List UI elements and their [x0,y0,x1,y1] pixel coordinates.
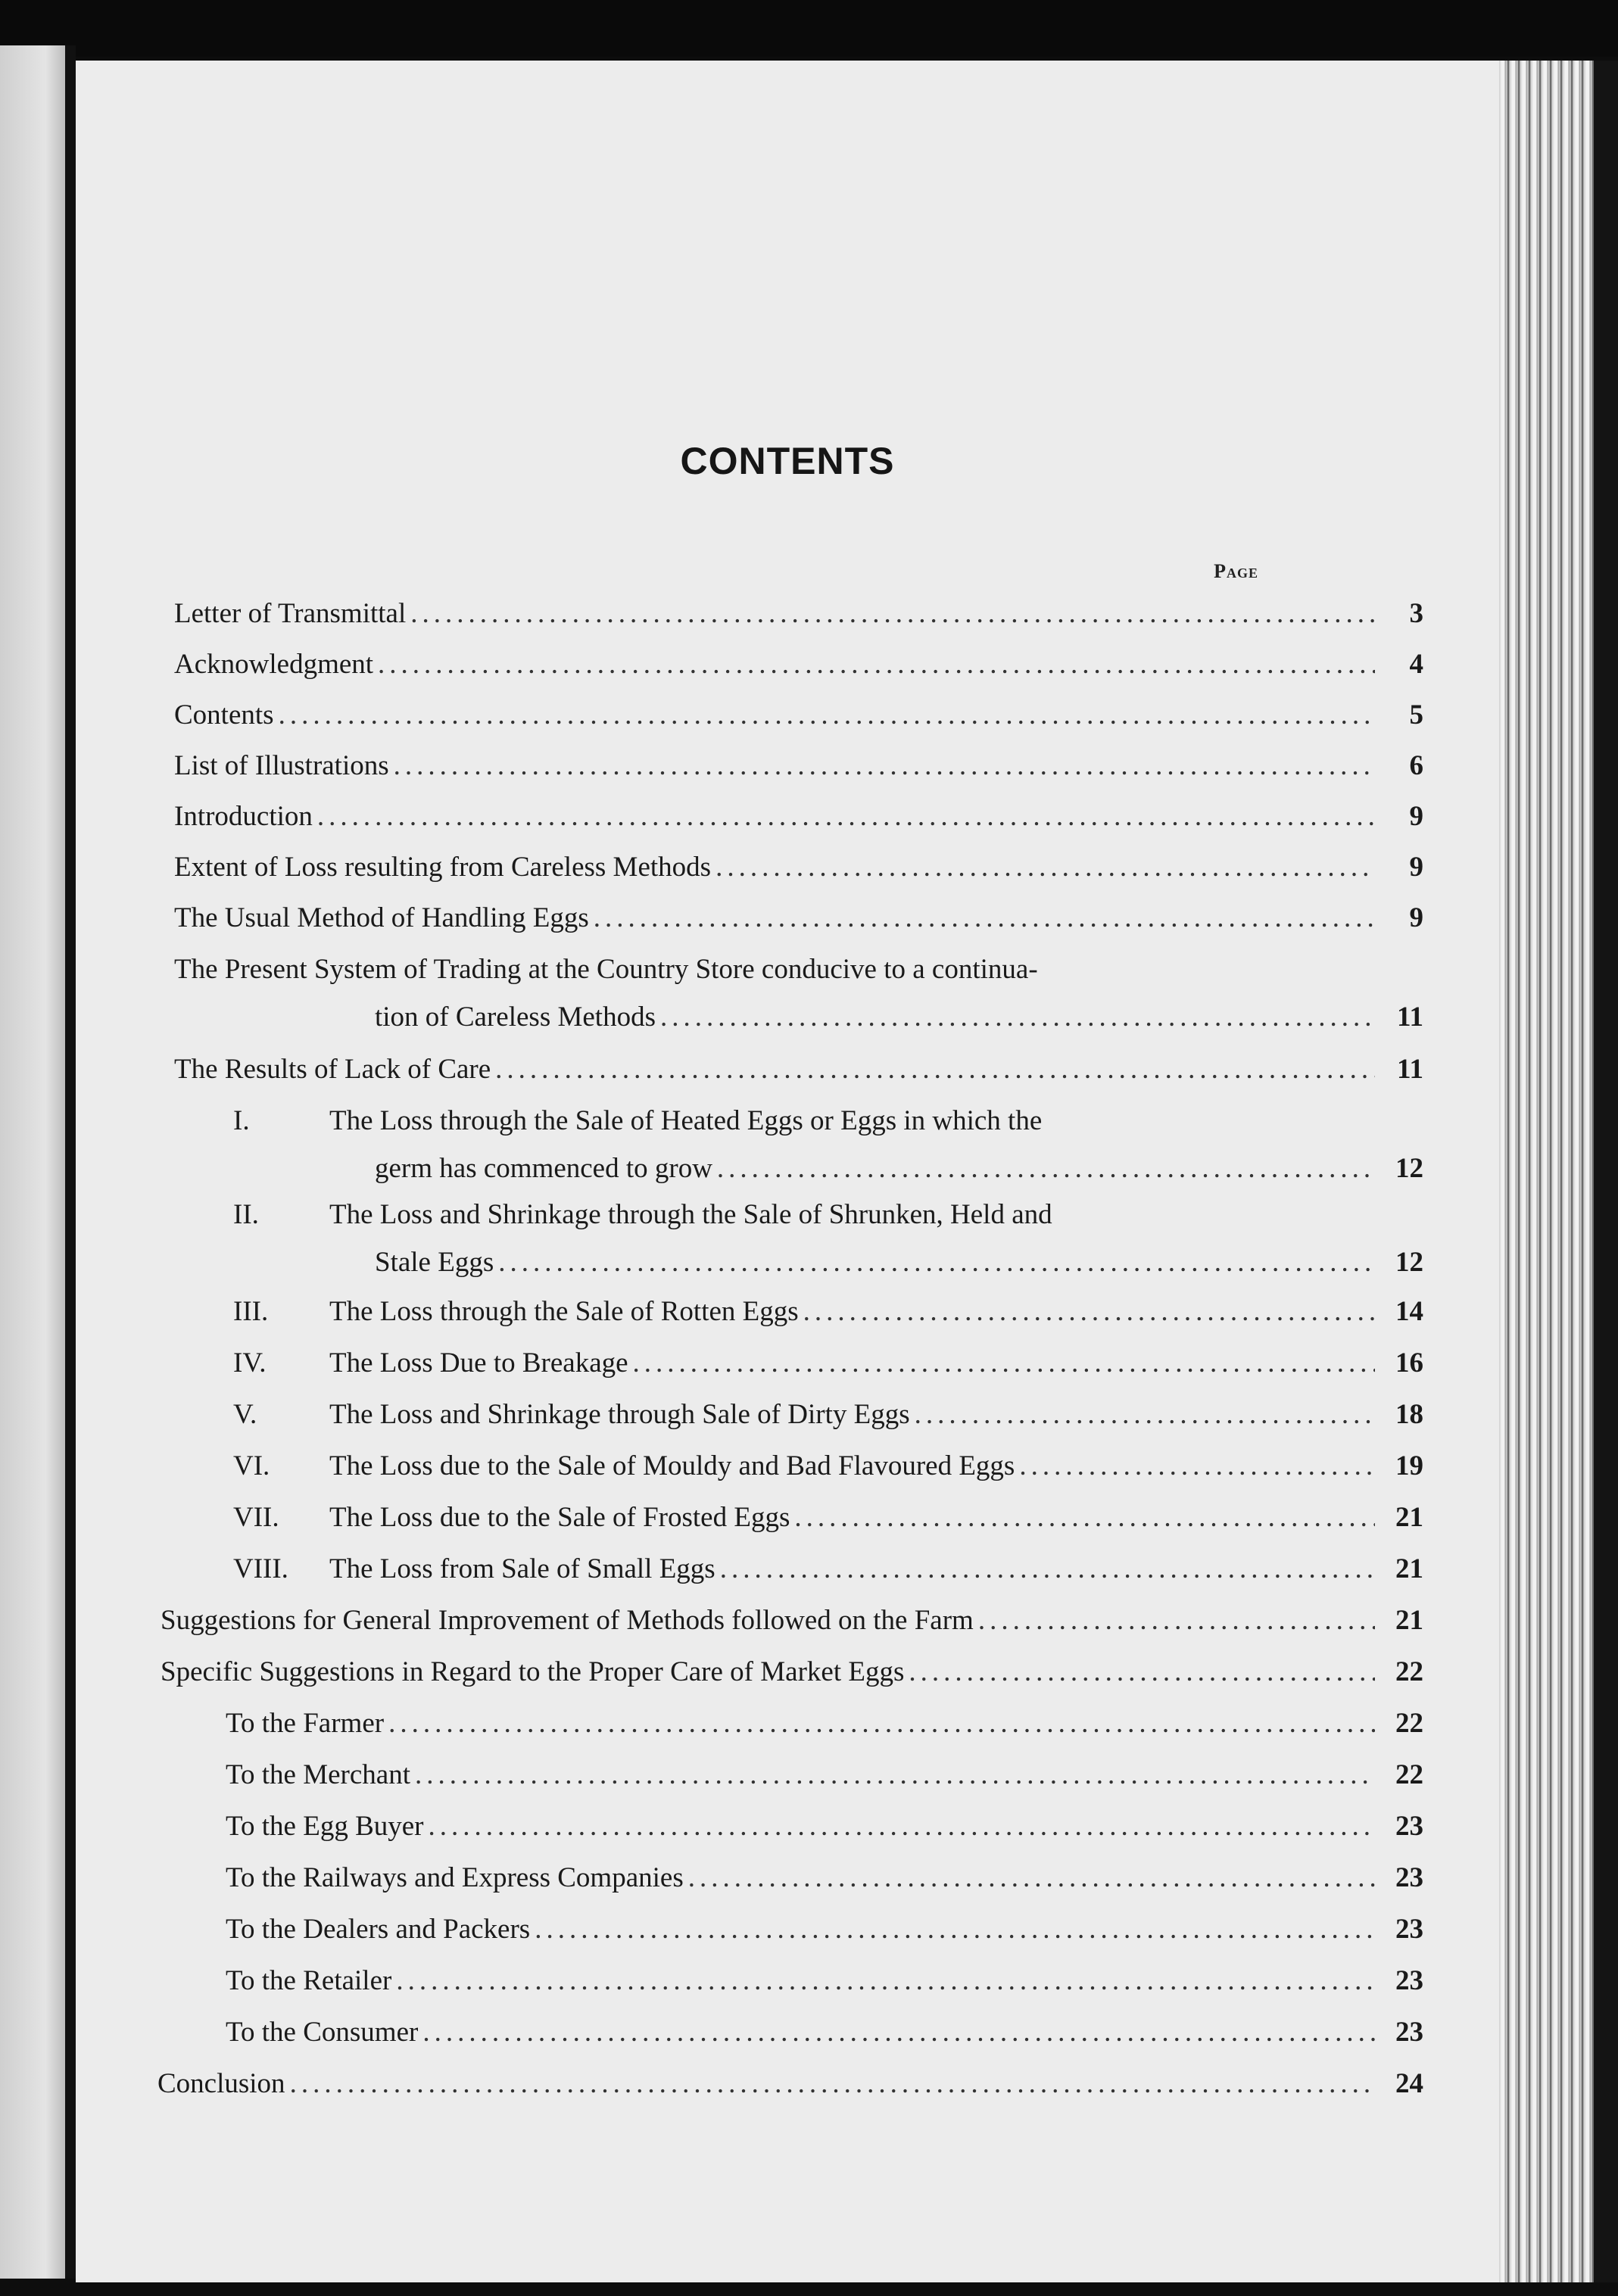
toc-entry-page: 21 [1395,1605,1423,1636]
toc-entry-page: 11 [1397,1054,1423,1085]
facing-page-edge [0,45,65,2279]
leader-dots [290,2061,1375,2108]
toc-entry [329,1494,1423,1541]
toc-entry [157,2061,1423,2108]
leader-dots [422,2009,1375,2056]
leader-dots [495,1046,1375,1093]
toc-entry-numeral: VIII. [233,1553,288,1584]
toc-entry-page: 14 [1395,1296,1423,1327]
toc-entry-first-line: The Loss through the Sale of Heated Eggs or Eggs in which the [329,1105,1043,1136]
toc-entry [174,895,1423,942]
toc-entry-title: tion of Careless Methods [375,1002,656,1033]
toc-entry-title: Letter of Transmittal [174,598,407,629]
toc-entry-page: 9 [1409,801,1423,832]
toc-entry-title: The Loss from Sale of Small Eggs [329,1553,715,1584]
toc-entry-page: 18 [1395,1399,1423,1430]
toc-entry-title: To the Retailer [226,1965,392,1996]
page-column-header: Page [1214,560,1258,582]
toc-entry [375,1145,1423,1192]
toc-entry [174,844,1423,891]
toc-entry-numeral: II. [233,1199,259,1230]
leader-dots [909,1649,1375,1696]
toc-entry [161,1649,1423,1696]
toc-entry-title: Extent of Loss resulting from Careless Methods [174,852,712,883]
leader-dots [978,1597,1375,1644]
toc-entry-numeral: V. [233,1399,257,1430]
toc-entry-title: To the Dealers and Packers [226,1914,531,1945]
toc-entry-numeral: VI. [233,1450,270,1481]
leader-dots [394,743,1375,790]
scan-border-right [1594,61,1618,2282]
toc-entry-title: Stale Eggs [375,1247,494,1278]
toc-entry-numeral: VII. [233,1502,279,1533]
toc-entry [375,994,1423,1041]
toc-entry-page: 21 [1395,1553,1423,1584]
toc-entry-page: 16 [1395,1347,1423,1379]
toc-entry-title: Suggestions for General Improvement of Methods followed on the Farm [161,1605,974,1636]
toc-entry [329,1391,1423,1438]
toc-entry-title: To the Egg Buyer [226,1811,424,1842]
leader-dots [660,994,1375,1041]
toc-entry-page: 5 [1409,699,1423,731]
toc-entry-numeral: I. [233,1105,250,1136]
toc-entry-page: 9 [1409,902,1423,933]
leader-dots [594,895,1375,942]
toc-entry-title: Conclusion [157,2068,285,2099]
toc-entry-title: Introduction [174,801,313,832]
toc-entry-title: Acknowledgment [174,649,374,680]
toc-entry [174,641,1423,688]
toc-entry-numeral: IV. [233,1347,267,1379]
toc-entry-title: List of Illustrations [174,750,389,781]
toc-entry-title: The Loss and Shrinkage through Sale of Dirty Eggs [329,1399,910,1430]
leader-dots [378,641,1375,688]
leader-dots [388,1700,1375,1747]
toc-entry-title: To the Railways and Express Companies [226,1862,684,1893]
leader-dots [803,1288,1375,1335]
toc-entry [226,1752,1423,1799]
toc-entry [329,1546,1423,1593]
toc-entry-page: 22 [1395,1708,1423,1739]
toc-entry-title: The Results of Lack of Care [174,1054,491,1085]
toc-entry-page: 19 [1395,1450,1423,1481]
toc-entry [329,1288,1423,1335]
leader-dots [717,1145,1375,1192]
toc-entry-page: 23 [1395,2017,1423,2048]
leader-dots [633,1340,1375,1387]
toc-entry-first-line: The Loss and Shrinkage through the Sale of Shrunken, Held and [329,1199,1052,1230]
leader-dots [1019,1443,1375,1490]
leader-dots [498,1239,1375,1286]
leader-dots [410,590,1375,637]
toc-entry-page: 22 [1395,1656,1423,1687]
toc-entry-title: Specific Suggestions in Regard to the Proper Care of Market Eggs [161,1656,905,1687]
leader-dots [915,1391,1375,1438]
toc-entry-page: 23 [1395,1965,1423,1996]
toc-entry-numeral: III. [233,1296,269,1327]
toc-entry-page: 23 [1395,1914,1423,1945]
toc-entry-title: The Loss due to the Sale of Frosted Eggs [329,1502,790,1533]
toc-entry-page: 23 [1395,1811,1423,1842]
leader-dots [429,1803,1376,1850]
toc-entry-title: The Loss through the Sale of Rotten Eggs [329,1296,799,1327]
toc-entry-title: To the Merchant [226,1759,410,1790]
scan-border-top [0,0,1618,57]
toc-entry-page: 9 [1409,852,1423,883]
toc-entry-page: 6 [1409,750,1423,781]
toc-entry-page: 4 [1409,649,1423,680]
toc-entry-title: The Usual Method of Handling Eggs [174,902,589,933]
toc-entry-page: 12 [1395,1153,1423,1184]
toc-entry-title: The Loss due to the Sale of Mouldy and Bad Flavoured Eggs [329,1450,1015,1481]
toc-entry-title: The Loss Due to Breakage [329,1347,628,1379]
document-page [76,61,1499,2282]
toc-entry [329,1443,1423,1490]
leader-dots [535,1906,1375,1953]
leader-dots [415,1752,1375,1799]
page-title: CONTENTS [680,440,895,482]
leader-dots [715,844,1375,891]
toc-entry-page: 23 [1395,1862,1423,1893]
toc-entry-page: 11 [1397,1002,1423,1033]
toc-entry-title: germ has commenced to grow [375,1153,712,1184]
toc-entry [226,1803,1423,1850]
toc-entry [174,1046,1423,1093]
toc-entry [329,1340,1423,1387]
toc-entry [226,1906,1423,1953]
toc-entry [174,743,1423,790]
toc-entry-page: 24 [1395,2068,1423,2099]
book-gutter [65,45,76,2279]
toc-entry-title: To the Farmer [226,1708,385,1739]
toc-entry-page: 21 [1395,1502,1423,1533]
leader-dots [720,1546,1375,1593]
toc-entry-page: 12 [1395,1247,1423,1278]
leader-dots [317,793,1375,840]
toc-entry [226,2009,1423,2056]
toc-entry [161,1597,1423,1644]
toc-entry [174,590,1423,637]
toc-entry-page: 22 [1395,1759,1423,1790]
toc-entry-page: 3 [1409,598,1423,629]
toc-entry-first-line: The Present System of Trading at the Country Store conducive to a continua- [174,954,1038,985]
toc-entry [174,692,1423,739]
toc-entry [226,1855,1423,1902]
toc-entry [226,1700,1423,1747]
leader-dots [688,1855,1375,1902]
toc-entry [174,793,1423,840]
leader-dots [794,1494,1375,1541]
leader-dots [396,1958,1375,2005]
toc-entry-title: To the Consumer [226,2017,419,2048]
leader-dots [279,692,1375,739]
toc-entry-title: Contents [174,699,274,731]
toc-entry [375,1239,1423,1286]
toc-entry [226,1958,1423,2005]
